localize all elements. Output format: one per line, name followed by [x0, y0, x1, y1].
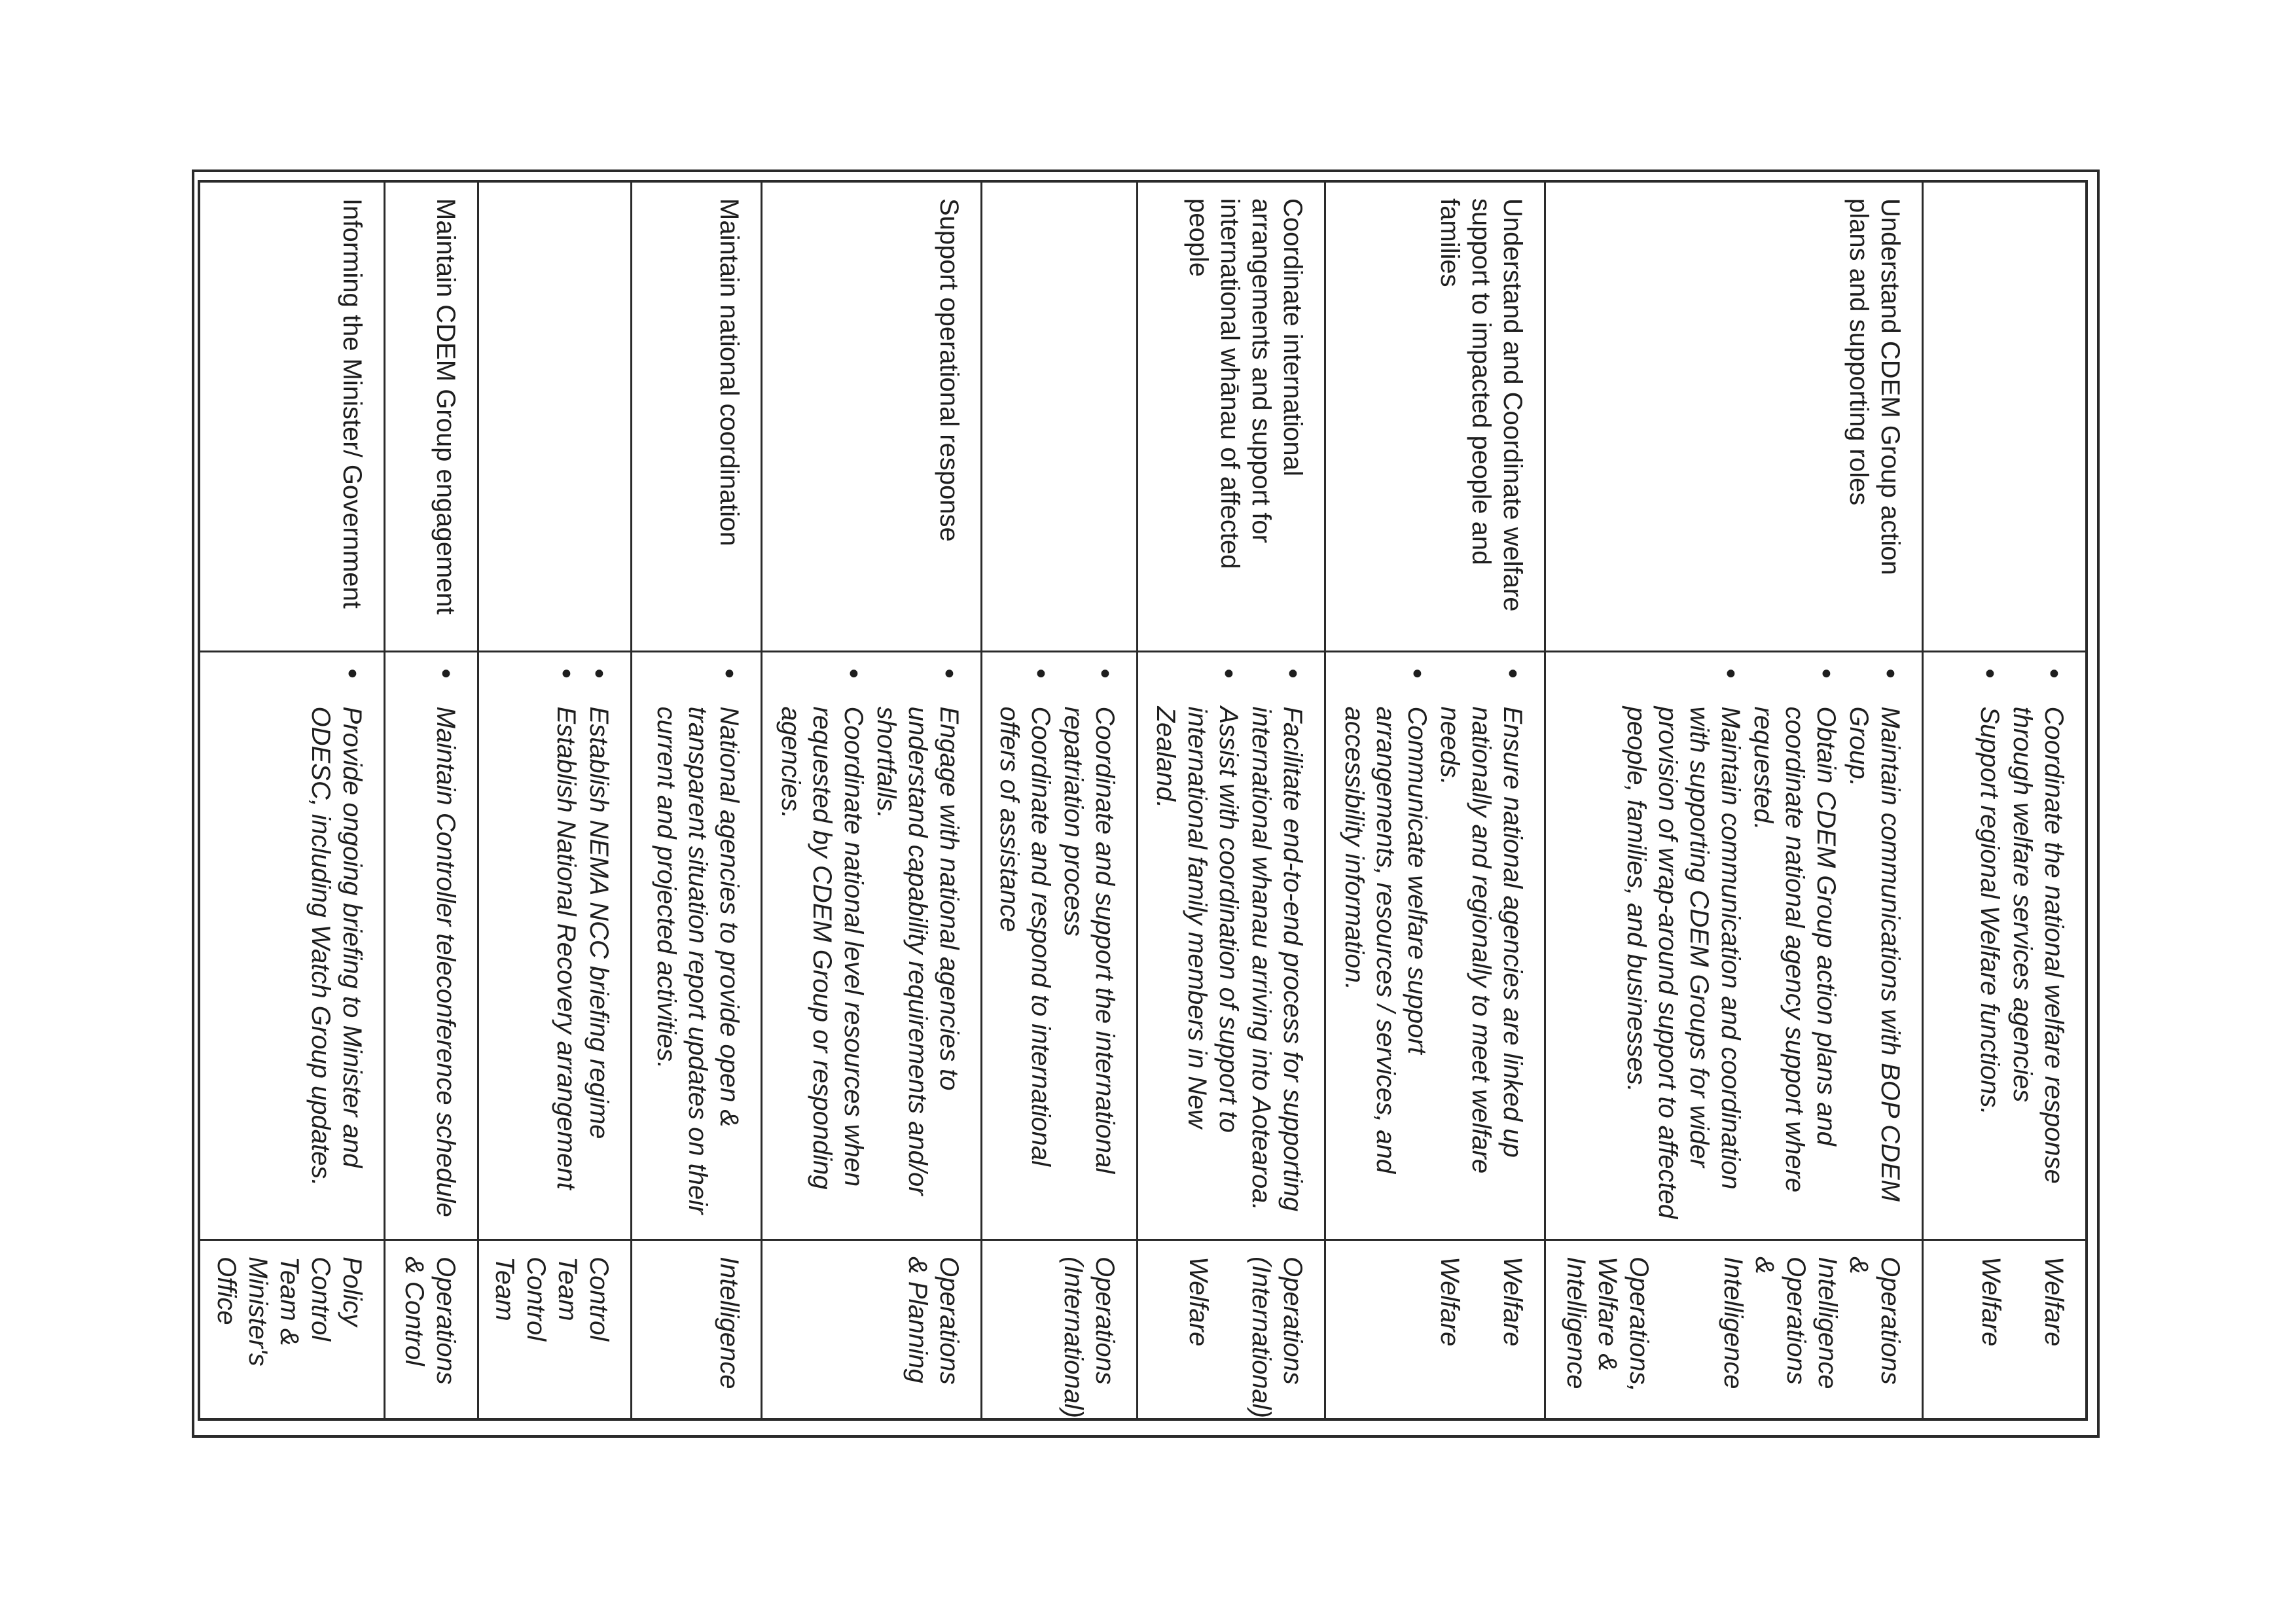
task-list: [550, 668, 615, 1222]
table-row: [478, 181, 632, 1419]
tasks-cell: [478, 652, 632, 1240]
task-item: • Engage with national agencies to understand capability requirements and/or shortfalls.: [870, 706, 965, 1222]
task-list: [994, 668, 1121, 1222]
task-item: • Establish National Recovery arrangement: [550, 706, 582, 1222]
tasks-cell: [1138, 652, 1325, 1240]
lead-cell: Welfare Welfare: [1325, 1240, 1545, 1419]
tasks-cell: [1923, 652, 2087, 1240]
table-row: [1325, 181, 1545, 1419]
rotated-table-region: [198, 180, 2088, 1421]
activity-cell: Maintain CDEM Group engagement: [385, 181, 478, 652]
table-row: [199, 181, 385, 1419]
task-item: • Establish NEMA NCC briefing regime: [583, 706, 615, 1222]
task-list: [305, 668, 368, 1222]
lead-cell: Operations (International): [982, 1240, 1138, 1419]
lead-cell: Control Team Control Team: [478, 1240, 632, 1419]
activity-cell: Understand and Coordinate welfare support to impacted people and families: [1325, 181, 1545, 652]
task-item: • Obtain CDEM Group action plans and coordinate national agency support where requested.: [1748, 706, 1842, 1222]
task-item: • Coordinate national level resources when requested by CDEM Group or responding agencies.: [775, 706, 869, 1222]
tasks-cell: [762, 652, 982, 1240]
lead-cell: Operations & Intelligence Operations & Intelligence Operations, Welfare & Intelligence: [1545, 1240, 1923, 1419]
table-row: [631, 181, 761, 1419]
task-item: • Support regional Welfare functions.: [1974, 706, 2005, 1222]
task-list: [1974, 668, 2070, 1222]
response-activity-table: [198, 180, 2088, 1421]
task-item: • Coordinate the national welfare response through welfare services agencies: [2007, 706, 2070, 1222]
task-item: • Coordinate and support the international repatriation process: [1058, 706, 1121, 1222]
activity-cell: Support operational response: [762, 181, 982, 652]
tasks-cell: [199, 652, 385, 1240]
activity-cell: Coordinate international arrangements and support for international whānau of affected people: [1138, 181, 1325, 652]
activity-cell: Understand CDEM Group action plans and supporting roles: [1545, 181, 1923, 652]
lead-cell: Operations & Control: [385, 1240, 478, 1419]
activity-cell: Maintain national coordination: [631, 181, 761, 652]
tasks-cell: [982, 652, 1138, 1240]
lead-cell: Operations (International) Welfare: [1138, 1240, 1325, 1419]
task-list: [651, 668, 745, 1222]
task-item: • Communicate welfare support arrangements, resources / services, and accessibility information.: [1338, 706, 1433, 1222]
lead-cell: Intelligence: [631, 1240, 761, 1419]
task-item: • Provide ongoing briefing to Minister and ODESC, including Watch Group updates.: [305, 706, 368, 1222]
table-row: [1545, 181, 1923, 1419]
task-list: [1150, 668, 1308, 1222]
activity-cell: [982, 181, 1138, 652]
task-item: • Maintain communication and coordination with supporting CDEM Groups for wider provision of wrap-around support to affected people, families, and businesses.: [1621, 706, 1746, 1222]
task-item: • Facilitate end-to-end process for supporting international whanau arriving into Aotearoa.: [1246, 706, 1308, 1222]
task-list: [1621, 668, 1906, 1222]
task-list: [775, 668, 965, 1222]
table-row: [385, 181, 478, 1419]
tasks-cell: [1545, 652, 1923, 1240]
task-item: • National agencies to provide open & transparent situation report updates on their current and projected activities.: [651, 706, 745, 1222]
task-list: [1338, 668, 1528, 1222]
table-content: [198, 180, 2088, 1421]
lead-cell: Operations & Planning: [762, 1240, 982, 1419]
activity-cell: Informing the Minister/ Government: [199, 181, 385, 652]
task-item: • Maintain Controller teleconference schedule: [430, 706, 461, 1222]
task-item: • Maintain communications with BOP CDEM Group.: [1843, 706, 1906, 1222]
tasks-cell: [1325, 652, 1545, 1240]
activity-cell: [478, 181, 632, 652]
task-item: • Coordinate and respond to international offers of assistance: [994, 706, 1056, 1222]
tasks-cell: [631, 652, 761, 1240]
table-row: [1923, 181, 2087, 1419]
activity-cell: [1923, 181, 2087, 652]
tasks-cell: [385, 652, 478, 1240]
lead-cell: Policy Control Team & Minister's Office: [199, 1240, 385, 1419]
table-row: [762, 181, 982, 1419]
task-item: • Ensure national agencies are linked up nationally and regionally to meet welfare needs.: [1434, 706, 1528, 1222]
lead-cell: Welfare Welfare: [1923, 1240, 2087, 1419]
table-row: [1138, 181, 1325, 1419]
task-list: [430, 668, 461, 1222]
table-row: [982, 181, 1138, 1419]
task-item: • Assist with coordination of support to international family members in New Zealand.: [1150, 706, 1244, 1222]
